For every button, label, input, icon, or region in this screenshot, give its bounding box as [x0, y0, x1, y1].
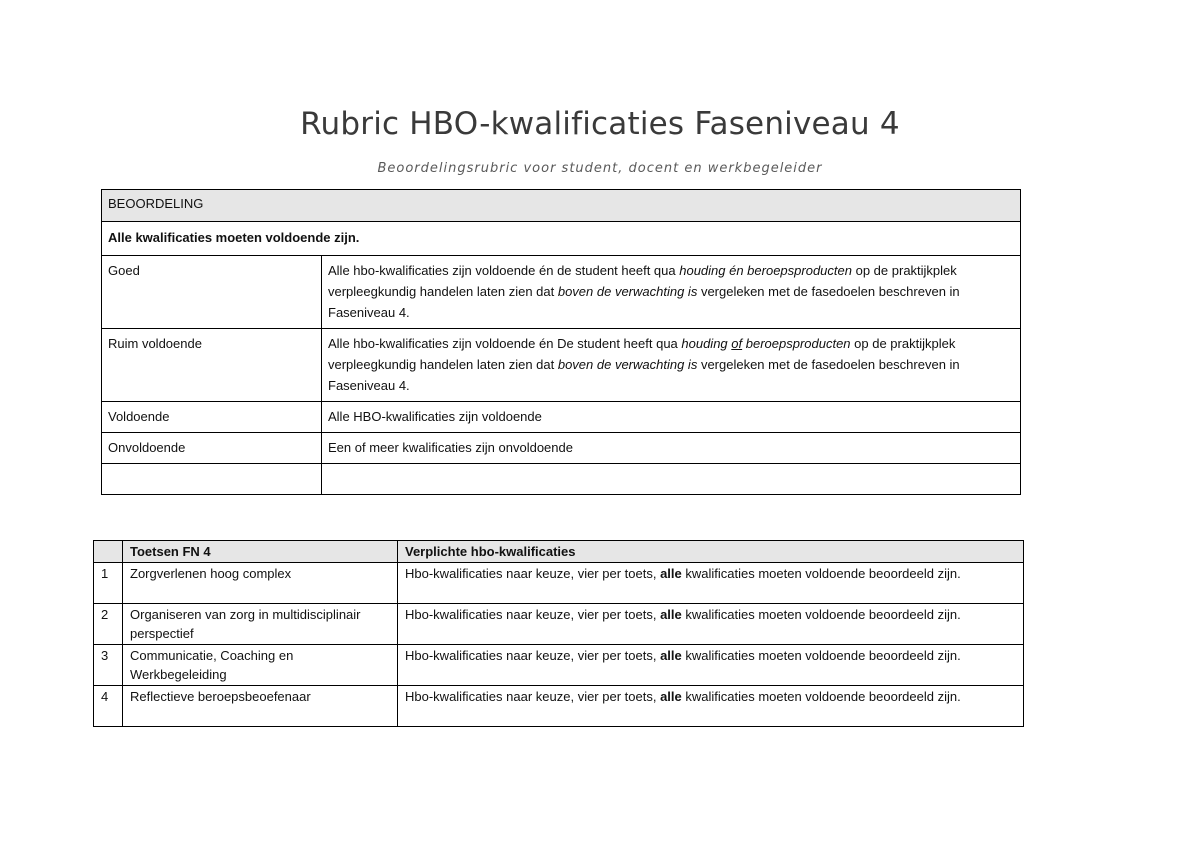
rubric-row	[102, 256, 1021, 329]
req-text: kwalificaties moeten voldoende beoordeeld zijn.	[681, 607, 961, 622]
test-name: Organiseren van zorg in multidisciplinair perspectief	[123, 604, 398, 645]
document-title: Rubric HBO-kwalificaties Faseniveau 4	[300, 106, 900, 142]
req-text: Hbo-kwalificaties naar keuze, vier per toets,	[405, 607, 661, 622]
req-text: kwalificaties moeten voldoende beoordeeld zijn.	[681, 689, 961, 704]
tests-row	[94, 604, 1024, 645]
req-bold: alle	[660, 648, 682, 663]
req-text: Hbo-kwalificaties naar keuze, vier per toets,	[405, 689, 661, 704]
rubric-grade: Voldoende	[102, 402, 322, 433]
test-requirement	[398, 563, 1024, 604]
test-name: Communicatie, Coaching en Werkbegeleiding	[123, 645, 398, 686]
test-number: 3	[94, 645, 123, 686]
test-number: 4	[94, 686, 123, 727]
rubric-header-cell: BEOORDELING	[102, 190, 1021, 222]
rubric-description: Een of meer kwalificaties zijn onvoldoende	[322, 433, 1021, 464]
test-name: Reflectieve beroepsbeoefenaar	[123, 686, 398, 727]
req-text: Hbo-kwalificaties naar keuze, vier per toets,	[405, 566, 661, 581]
tests-header-name: Toetsen FN 4	[123, 541, 398, 563]
rubric-requirement-cell: Alle kwalificaties moeten voldoende zijn.	[102, 222, 1021, 256]
tests-table	[93, 540, 1024, 727]
test-requirement	[398, 686, 1024, 727]
test-number: 1	[94, 563, 123, 604]
rubric-empty-cell	[102, 464, 322, 495]
desc-italic: boven de verwachting is	[557, 284, 698, 299]
test-requirement	[398, 645, 1024, 686]
desc-text: vergeleken met de fasedoelen beschreven in Faseniveau 4.	[328, 284, 960, 320]
desc-underline: of	[731, 336, 743, 351]
req-text: kwalificaties moeten voldoende beoordeeld zijn.	[681, 648, 961, 663]
rubric-grade: Ruim voldoende	[102, 329, 322, 402]
desc-italic: beroepsproducten	[742, 336, 851, 351]
req-bold: alle	[660, 689, 682, 704]
rubric-row	[102, 329, 1021, 402]
rubric-empty-row	[102, 464, 1021, 495]
desc-italic: boven de verwachting is	[557, 357, 698, 372]
desc-italic-underlined	[731, 336, 742, 351]
req-text: kwalificaties moeten voldoende beoordeeld zijn.	[681, 566, 961, 581]
rubric-requirement-row	[102, 222, 1021, 256]
rubric-grade: Goed	[102, 256, 322, 329]
rubric-description	[322, 256, 1021, 329]
test-number: 2	[94, 604, 123, 645]
desc-text: vergeleken met de fasedoelen beschreven in Faseniveau 4.	[328, 357, 960, 393]
rubric-row	[102, 433, 1021, 464]
req-bold: alle	[660, 607, 682, 622]
rubric-description	[322, 329, 1021, 402]
desc-italic: houding én beroepsproducten	[679, 263, 852, 278]
desc-text: op de praktijkplek verpleegkundig handelen laten zien dat	[328, 263, 957, 299]
rubric-table	[101, 189, 1021, 495]
rubric-row	[102, 402, 1021, 433]
rubric-description: Alle HBO-kwalificaties zijn voldoende	[322, 402, 1021, 433]
rubric-grade: Onvoldoende	[102, 433, 322, 464]
desc-italic: houding	[681, 336, 732, 351]
tests-row	[94, 563, 1024, 604]
tests-header-num	[94, 541, 123, 563]
req-bold: alle	[660, 566, 682, 581]
tests-header-row	[94, 541, 1024, 563]
rubric-empty-cell	[322, 464, 1021, 495]
rubric-header-row	[102, 190, 1021, 222]
tests-row	[94, 645, 1024, 686]
test-name: Zorgverlenen hoog complex	[123, 563, 398, 604]
req-text: Hbo-kwalificaties naar keuze, vier per toets,	[405, 648, 661, 663]
document-subtitle: Beoordelingsrubric voor student, docent en werkbegeleider	[377, 161, 823, 176]
desc-text: op de praktijkplek verpleegkundig handelen laten zien dat	[328, 336, 956, 372]
desc-text: Alle hbo-kwalificaties zijn voldoende én de student heeft qua	[328, 263, 680, 278]
test-requirement	[398, 604, 1024, 645]
desc-text: Alle hbo-kwalificaties zijn voldoende én De student heeft qua	[328, 336, 682, 351]
tests-row	[94, 686, 1024, 727]
tests-header-req: Verplichte hbo-kwalificaties	[398, 541, 1024, 563]
